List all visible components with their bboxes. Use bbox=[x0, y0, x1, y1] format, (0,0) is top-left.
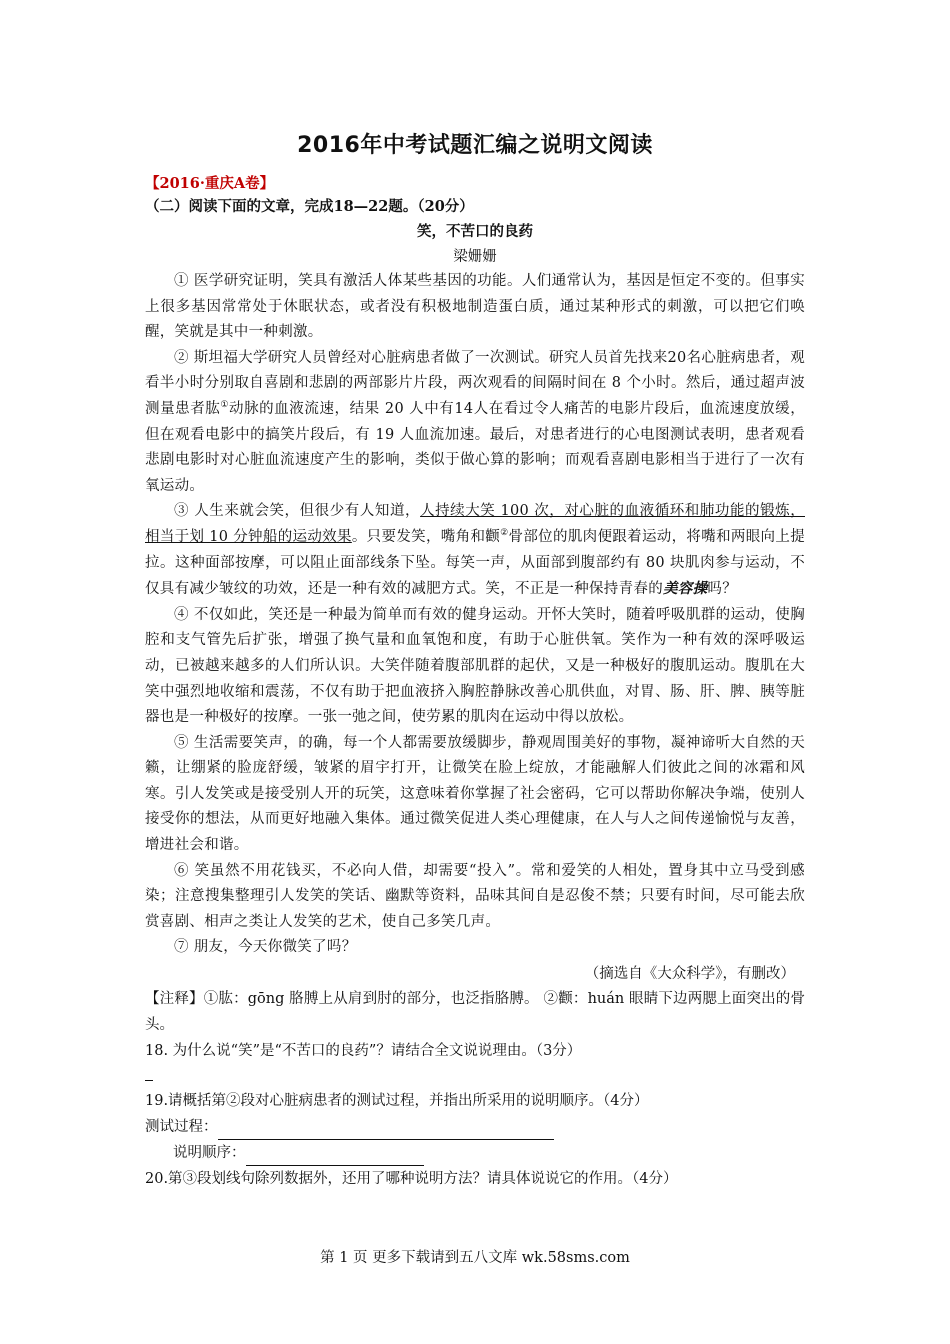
test-process-row bbox=[145, 1114, 805, 1140]
answer-line-18[interactable] bbox=[145, 1064, 805, 1088]
paragraph-2-part-b: 动脉的血液流速，结果 20 人中有14人在看过令人痛苦的电影片段后，血流速度放缓，但在观看电影中的搞笑片段后，有 19 人血流加速。最后，对患者进行的心电图测试表明，患者观看悲剧电影时对心脏血流速度产生的影响，类似于做心算的影响；而观看喜剧电影相当于进行了一次有氧运动。 bbox=[145, 400, 806, 494]
paragraph-1: ① 医学研究证明，笑具有激活人体某些基因的功能。人们通常认为，基因是恒定不变的。但事实上很多基因常常处于休眠状态，或者没有积极地制造蛋白质，通过某种形式的刺激，可以把它们唤醒，笑就是其中一种刺激。 bbox=[145, 273, 805, 341]
paragraph-3-part-b: 。只要发笑，嘴角和颧 bbox=[351, 528, 501, 545]
explanation-order-answer-line[interactable] bbox=[246, 1149, 424, 1166]
footnote-ref-2: ② bbox=[500, 528, 509, 539]
paragraph-6: ⑥ 笑虽然不用花钱买，不必向人借，却需要“投入”。常和爱笑的人相处，置身其中立马受到感染；注意搜集整理引人发笑的笑话、幽默等资料，品味其间自是忍俊不禁；只要有时间，尽可能去欣赏喜剧、相声之类让人发笑的艺术，使自己多笑几声。 bbox=[145, 862, 805, 930]
paragraph-3-part-c: 骨部位的肌肉便跟着运动，将嘴和两眼向上提拉。这种面部按摩，可以阻止面部线条下坠。每笑一声，从面部到腹部约有 80 块肌肉参与运动，不仅具有减少皱纹的功效，还是一种有效的减肥方式。笑，不正是一种保持青春的 bbox=[145, 528, 806, 598]
paragraph-5: ⑤ 生活需要笑声，的确，每一个人都需要放缓脚步，静观周围美好的事物，凝神谛听大自然的天籁，让绷紧的脸庞舒缓，皱紧的眉宇打开，让微笑在脸上绽放，才能融解人们彼此之间的冰霜和风寒。引人发笑或是接受别人开的玩笑，这意味着你掌握了社会密码，它可以帮助你解决争端，使别人接受你的想法，从而更好地融入集体。通过微笑促进人类心理健康，在人与人之间传递愉悦与友善，增进社会和谐。 bbox=[145, 734, 805, 854]
footnote: 【注释】①肱：gōng 胳膊上从肩到肘的部分，也泛指胳膊。 ②颧：huán 眼睛下边两腮上面突出的骨头。 bbox=[145, 991, 805, 1033]
paragraph-4: ④ 不仅如此，笑还是一种最为简单而有效的健身运动。开怀大笑时，随着呼吸肌群的运动，使胸腔和支气管先后扩张，增强了换气量和血氧饱和度，有助于心脏供氧。笑作为一种有效的深呼吸运动，已被越来越多的人们所认识。大笑伴随着腹部肌群的起伏，又是一种极好的腹肌运动。腹肌在大笑中强烈地收缩和震荡，不仅有助于把血液挤入胸腔静脉改善心肌供血，对胃、肠、肝、脾、胰等脏器也是一种极好的按摩。一张一弛之间，使劳累的肌肉在运动中得以放松。 bbox=[145, 606, 805, 726]
article-title: 笑，不苦口的良药 bbox=[417, 223, 533, 240]
paragraph-7: ⑦ 朋友，今天你微笑了吗？ bbox=[174, 939, 357, 956]
question-20: 20.第③段划线句除列数据外，还用了哪种说明方法？请具体说说它的作用。（4分） bbox=[145, 1171, 678, 1188]
footnote-ref-1: ① bbox=[220, 400, 230, 411]
emphasized-word: 美容操 bbox=[663, 580, 708, 598]
paragraph-2 bbox=[145, 346, 805, 500]
paragraph-3-part-d: 吗？ bbox=[707, 581, 738, 598]
article-author: 梁姗姗 bbox=[453, 249, 497, 265]
document-page bbox=[145, 128, 805, 1192]
explanation-order-row bbox=[145, 1140, 805, 1166]
document-title: 2016年中考试题汇编之说明文阅读 bbox=[297, 133, 653, 158]
explanation-order-label: 说明顺序： bbox=[173, 1145, 246, 1162]
test-process-answer-line[interactable] bbox=[218, 1123, 554, 1140]
section-heading: （二）阅读下面的文章，完成18—22题。（20分） bbox=[145, 198, 474, 215]
test-process-label: 测试过程： bbox=[145, 1119, 218, 1136]
paragraph-3-part-a: ③ 人生来就会笑，但很少有人知道， bbox=[174, 503, 421, 520]
source-tag: 【2016·重庆A卷】 bbox=[145, 175, 275, 192]
paragraph-3 bbox=[145, 499, 805, 602]
answer-dash bbox=[145, 1080, 153, 1081]
question-19: 19.请概括第②段对心脏病患者的测试过程，并指出所采用的说明顺序。（4分） bbox=[145, 1093, 649, 1110]
source-attribution: （摘选自《大众科学》，有删改） bbox=[584, 966, 795, 983]
page-footer: 第 1 页 更多下载请到五八文库 wk.58sms.com bbox=[320, 1250, 630, 1266]
paragraph-2-part-a: ② 斯坦福大学研究人员曾经对心脏病患者做了一次测试。研究人员首先找来20名心脏病患者，观看半小时分别取自喜剧和悲剧的两部影片片段，两次观看的间隔时间在 8 个小时。然后，通过超声波测量患者肱 bbox=[145, 349, 805, 417]
underlined-sentence: 人持续大笑 100 次，对心脏的血液循环和肺功能的锻炼，相当于划 10 分钟船的运动效果 bbox=[145, 503, 805, 545]
question-18: 18. 为什么说“笑”是“不苦口的良药”？请结合全文说说理由。（3分） bbox=[145, 1043, 582, 1060]
